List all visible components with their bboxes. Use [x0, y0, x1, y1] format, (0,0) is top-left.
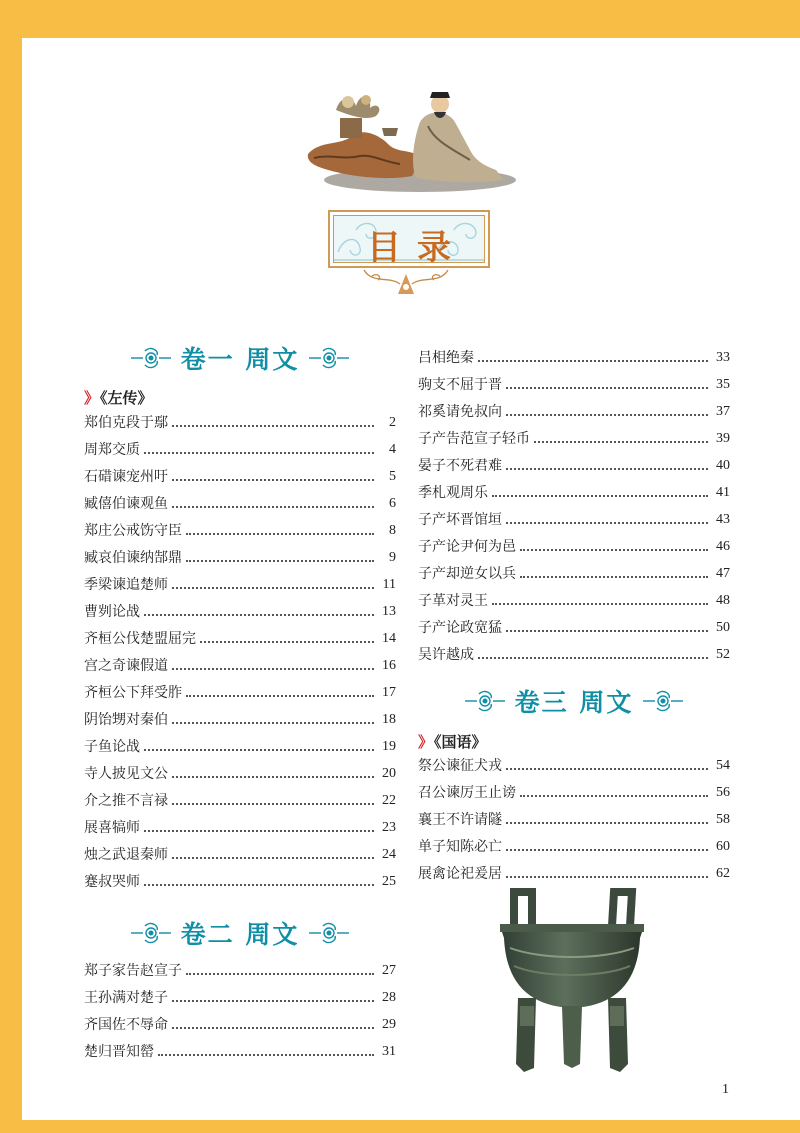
volume-heading-3	[444, 686, 704, 716]
cloud-scroll-icon	[463, 690, 507, 712]
dot-leader	[158, 1054, 374, 1056]
toc-entry[interactable]: 吕相绝秦 33	[418, 350, 730, 366]
cloud-scroll-icon	[129, 347, 173, 369]
toc-entry[interactable]: 曹刿论战 13	[84, 604, 396, 620]
toc-entry[interactable]: 臧僖伯谏观鱼 6	[84, 496, 396, 512]
toc-entry[interactable]: 蹇叔哭师 25	[84, 874, 396, 890]
toc-entry[interactable]: 展喜犒师 23	[84, 820, 396, 836]
toc-entry[interactable]: 子产坏晋馆垣 43	[418, 512, 730, 528]
dot-leader	[172, 722, 374, 724]
toc-entry[interactable]: 祁奚请免叔向 37	[418, 404, 730, 420]
toc-entry[interactable]: 子产却逆女以兵 47	[418, 566, 730, 582]
chevron-right-icon: 》	[418, 733, 434, 751]
toc-entry[interactable]: 石碏谏宠州吁 5	[84, 469, 396, 485]
toc-entry[interactable]: 展禽论祀爰居 62	[418, 866, 730, 882]
dot-leader	[520, 795, 708, 797]
toc-entry[interactable]: 季梁谏追楚师 11	[84, 577, 396, 593]
dot-leader	[172, 506, 374, 508]
toc-entry[interactable]: 介之推不言禄 22	[84, 793, 396, 809]
toc-entry[interactable]: 齐桓公伐楚盟屈完 14	[84, 631, 396, 647]
toc-entry[interactable]: 子产告范宣子轻币 39	[418, 431, 730, 447]
dot-leader	[172, 587, 374, 589]
dot-leader	[144, 614, 374, 616]
toc-entry[interactable]: 楚归晋知罃 31	[84, 1044, 396, 1060]
page-number: 1	[722, 1082, 729, 1097]
dot-leader	[520, 549, 708, 551]
dot-leader	[172, 857, 374, 859]
source-heading: 》《左传》	[84, 389, 153, 407]
cloud-scroll-icon	[307, 347, 351, 369]
dot-leader	[506, 468, 708, 470]
cloud-scroll-icon	[307, 922, 351, 944]
toc-entry[interactable]: 单子知陈必亡 60	[418, 839, 730, 855]
toc-entry[interactable]: 齐国佐不辱命 29	[84, 1017, 396, 1033]
dot-leader	[506, 522, 708, 524]
toc-entry[interactable]: 齐桓公下拜受胙 17	[84, 685, 396, 701]
toc-heading-box	[328, 210, 490, 268]
cloud-scroll-icon	[129, 922, 173, 944]
dot-leader	[172, 425, 374, 427]
source-heading: 》《国语》	[418, 733, 487, 751]
dot-leader	[186, 533, 374, 535]
toc-entry[interactable]: 子鱼论战 19	[84, 739, 396, 755]
dot-leader	[172, 668, 374, 670]
toc-entry[interactable]: 子产论政宽猛 50	[418, 620, 730, 636]
dot-leader	[200, 641, 374, 643]
dot-leader	[492, 495, 708, 497]
title-ornament	[358, 266, 454, 302]
dot-leader	[144, 452, 374, 454]
dot-leader	[478, 360, 708, 362]
toc-list-volume-2a	[84, 954, 396, 1062]
toc-entry[interactable]: 臧哀伯谏纳郜鼎 9	[84, 550, 396, 566]
toc-heading: 目录	[367, 228, 467, 263]
dot-leader	[172, 803, 374, 805]
dot-leader	[506, 849, 708, 851]
dot-leader	[172, 776, 374, 778]
toc-entry[interactable]: 祭公谏征犬戎 54	[418, 758, 730, 774]
toc-entry[interactable]: 召公谏厉王止谤 56	[418, 785, 730, 801]
toc-entry[interactable]: 郑庄公戒饬守臣 8	[84, 523, 396, 539]
dot-leader	[144, 830, 374, 832]
toc-entry[interactable]: 季札观周乐 41	[418, 485, 730, 501]
dot-leader	[186, 560, 374, 562]
toc-entry[interactable]: 郑子家告赵宣子 27	[84, 963, 396, 979]
dot-leader	[186, 973, 374, 975]
dot-leader	[492, 603, 708, 605]
dot-leader	[506, 876, 708, 878]
toc-entry[interactable]: 子产论尹何为邑 46	[418, 539, 730, 555]
toc-list-volume-3	[418, 749, 730, 884]
toc-list-volume-1	[84, 406, 396, 892]
dot-leader	[186, 695, 374, 697]
toc-entry[interactable]: 驹支不屈于晋 35	[418, 377, 730, 393]
volume-title: 卷一 周文	[180, 345, 300, 374]
toc-list-volume-2b	[418, 341, 730, 665]
dot-leader	[506, 630, 708, 632]
toc-entry[interactable]: 晏子不死君难 40	[418, 458, 730, 474]
cloud-ornament	[333, 215, 485, 263]
toc-entry[interactable]: 襄王不许请隧 58	[418, 812, 730, 828]
dot-leader	[520, 576, 708, 578]
dot-leader	[506, 768, 708, 770]
scholar-illustration	[300, 88, 518, 196]
volume-title: 卷三 周文	[514, 688, 634, 717]
dot-leader	[506, 822, 708, 824]
toc-entry[interactable]: 宫之奇谏假道 16	[84, 658, 396, 674]
volume-heading-2	[110, 918, 370, 948]
toc-entry[interactable]: 郑伯克段于鄢 2	[84, 415, 396, 431]
dot-leader	[478, 657, 708, 659]
dot-leader	[172, 479, 374, 481]
dot-leader	[172, 1000, 374, 1002]
dot-leader	[506, 387, 708, 389]
toc-entry[interactable]: 阴饴甥对秦伯 18	[84, 712, 396, 728]
volume-heading-1	[110, 343, 370, 373]
bronze-ding-vessel	[492, 888, 652, 1076]
dot-leader	[172, 1027, 374, 1029]
toc-entry[interactable]: 子革对灵王 48	[418, 593, 730, 609]
cloud-scroll-icon	[641, 690, 685, 712]
chevron-right-icon: 》	[84, 389, 100, 407]
toc-entry[interactable]: 吴许越成 52	[418, 647, 730, 663]
dot-leader	[534, 441, 708, 443]
dot-leader	[144, 884, 374, 886]
toc-entry[interactable]: 烛之武退秦师 24	[84, 847, 396, 863]
dot-leader	[144, 749, 374, 751]
toc-entry[interactable]: 周郑交质 4	[84, 442, 396, 458]
toc-entry[interactable]: 寺人披见文公 20	[84, 766, 396, 782]
volume-title: 卷二 周文	[180, 920, 300, 949]
toc-entry[interactable]: 王孙满对楚子 28	[84, 990, 396, 1006]
dot-leader	[506, 414, 708, 416]
